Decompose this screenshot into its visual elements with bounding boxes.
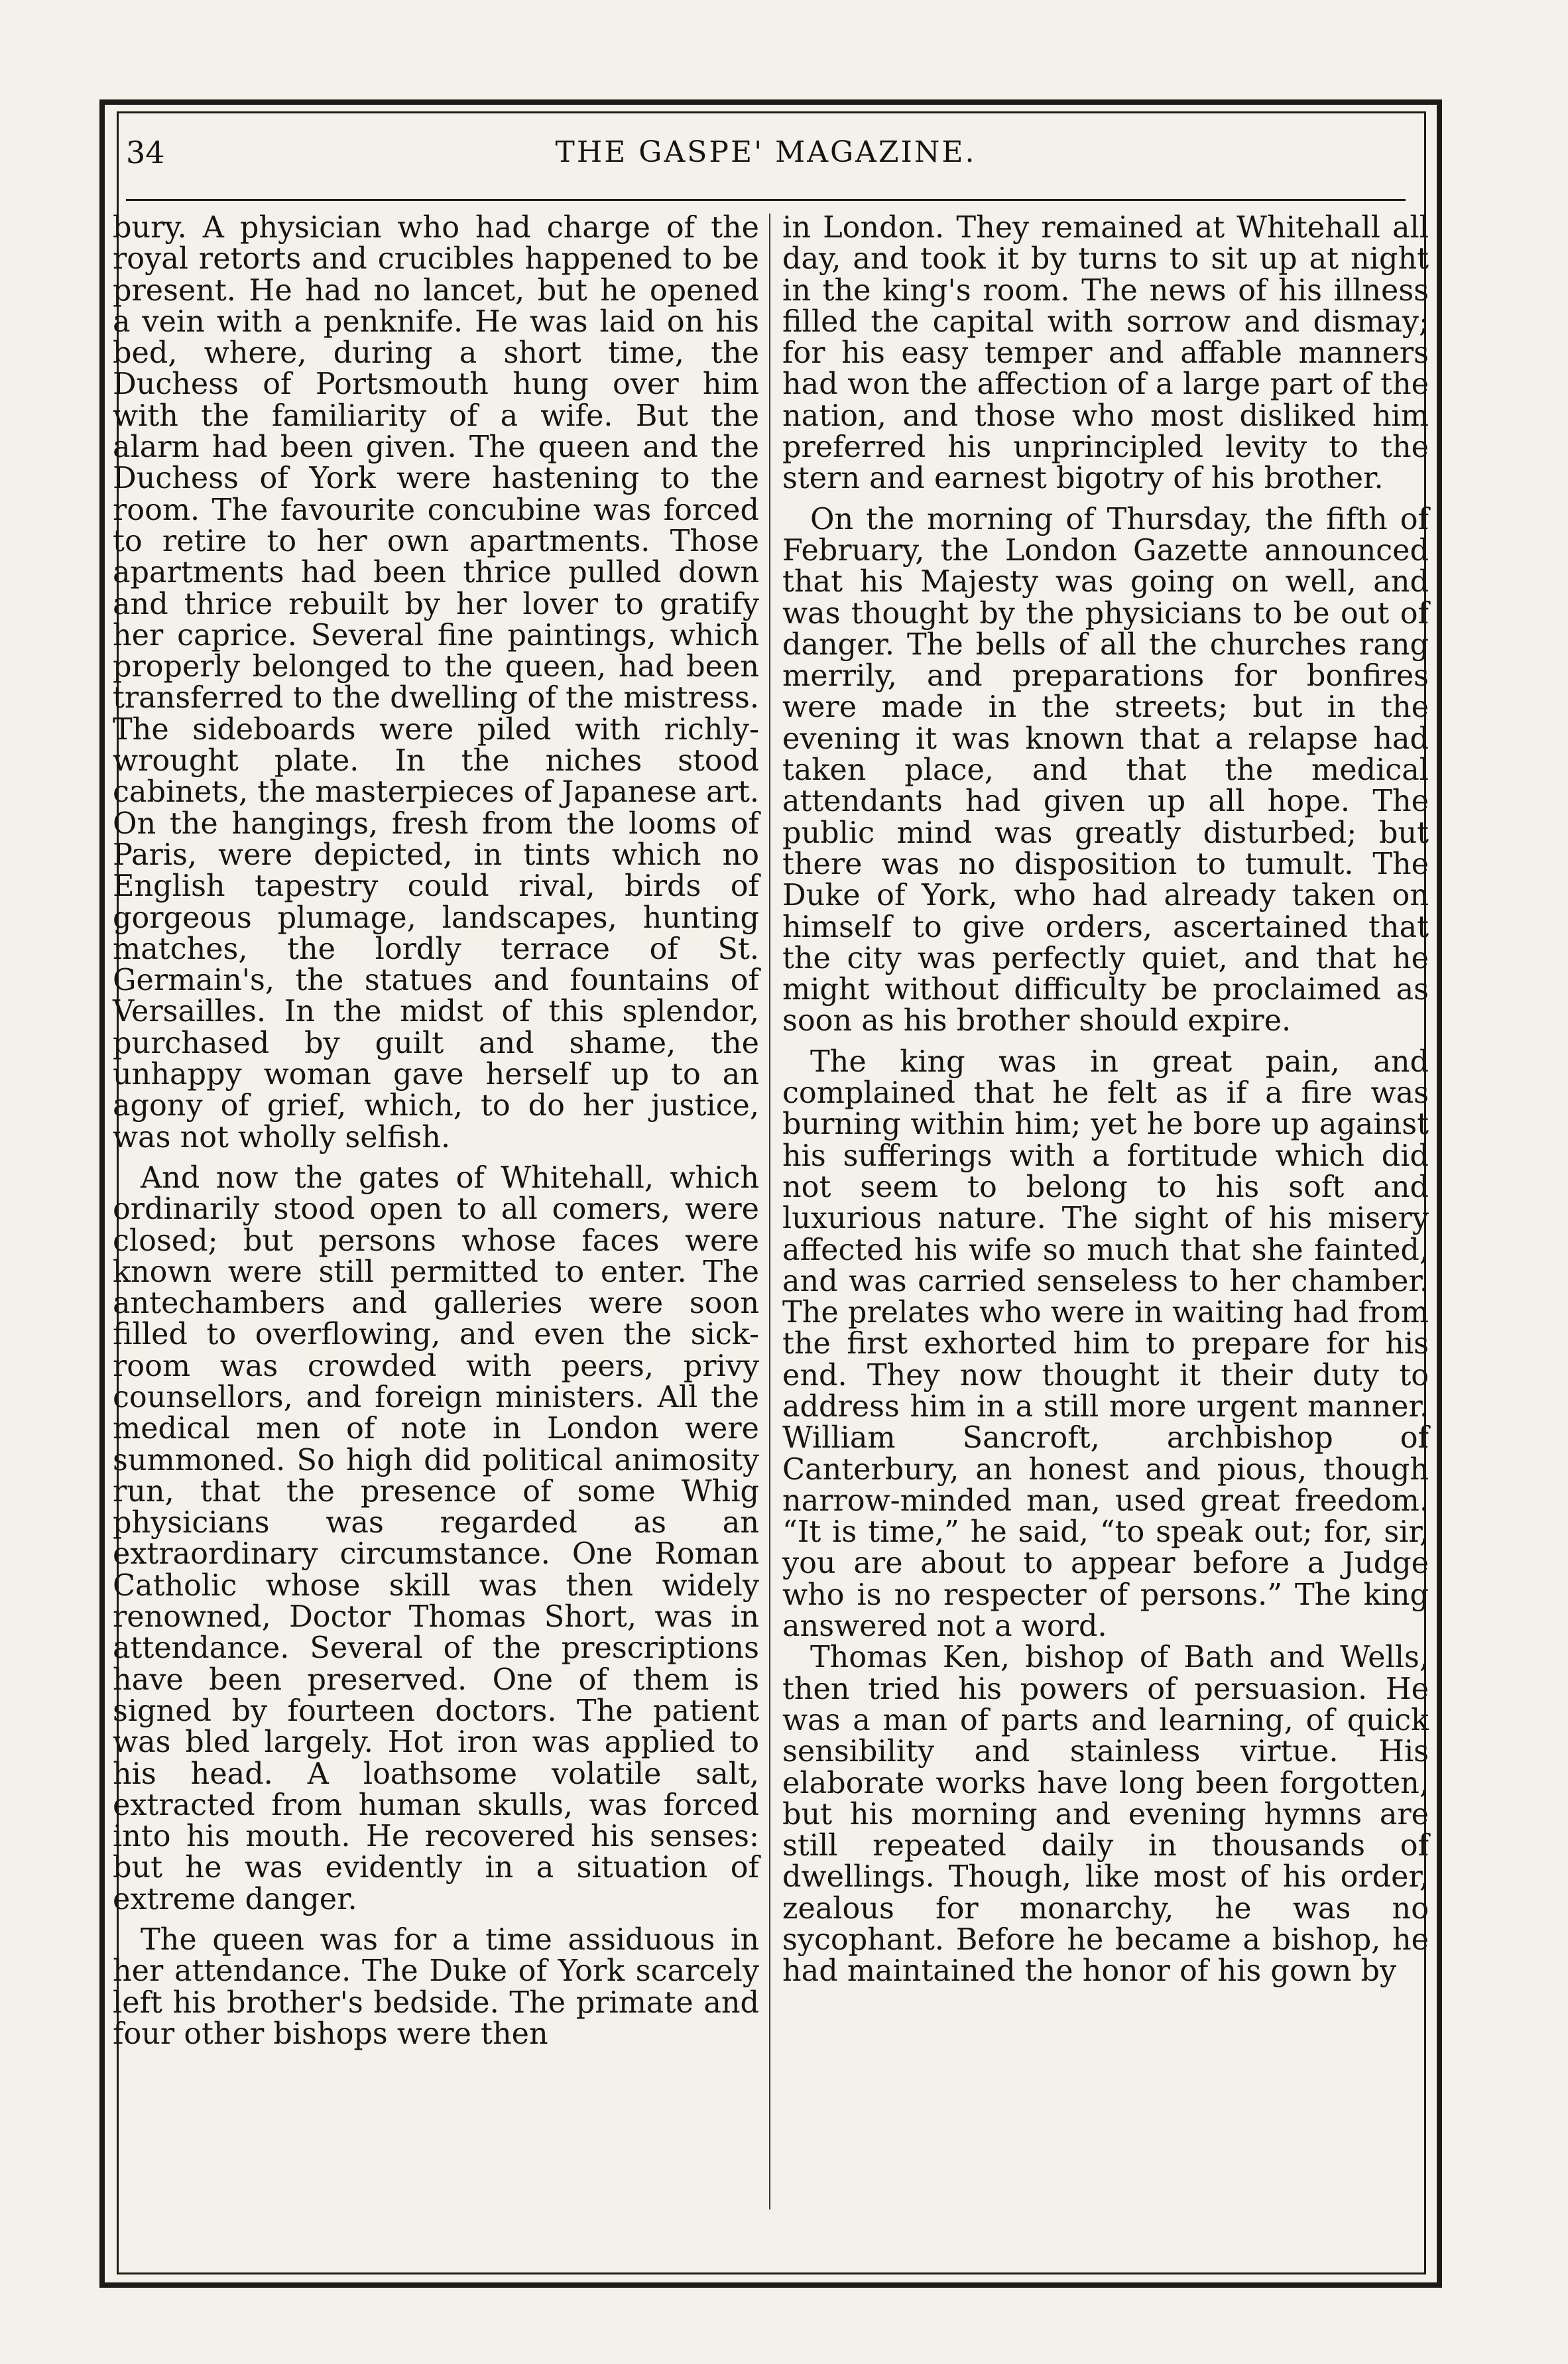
left-column [113, 212, 759, 2221]
column-divider [769, 214, 770, 2209]
right-column [782, 212, 1429, 2221]
header-rule [126, 199, 1406, 201]
paragraph: And now the gates of Whitehall, which ordinarily stood open to all comers, were closed; but persons whose faces were known were still permitted to enter. The antechambers and galleries were soon filled to overflowing, and even the sick-room was crowded with peers, privy counsellors, and foreign ministers. All the medical men of note in London were summoned. So high did political animosity run, that the presence of some Whig physicians was regarded as an extraordinary circumstance. One Roman Catholic whose skill was then widely renowned, Doctor Thomas Short, was in attendance. Several of the prescriptions have been preserved. One of them is signed by fourteen doctors. The patient was bled largely. Hot iron was applied to his head. A loathsome volatile salt, extracted from human skulls, was forced into his mouth. He recovered his senses: but he was evidently in a situation of extreme danger. [113, 1160, 759, 1916]
magazine-title: THE GASPE' MAGAZINE. [555, 135, 977, 169]
paragraph: On the morning of Thursday, the fifth of February, the London Gazette announced that his Majesty was going on well, and was thought by the physicians to be out of danger. The bells of all the churches rang merrily, and preparations for bonfires were made in the streets; but in the evening it was known that a relapse had taken place, and that the medical attendants had given up all hope. The public mind was greatly disturbed; but there was no disposition to tumult. The Duke of York, who had already taken on himself to give orders, ascertained that the city was perfectly quiet, and that he might without difficulty be proclaimed as soon as his brother should expire. [782, 502, 1429, 1038]
paragraph: The queen was for a time assiduous in her attendance. The Duke of York scarcely left his brother's bedside. The primate and four other bishops were then [113, 1923, 759, 2051]
paragraph: bury. A physician who had charge of the royal retorts and crucibles happened to be present. He had no lancet, but he opened a vein with a penknife. He was laid on his bed, where, during a short time, the Duchess of Portsmouth hung over him with the familiarity of a wife. But the alarm had been given. The queen and the Duchess of York were hastening to the room. The favourite concubine was forced to retire to her own apartments. Those apartments had been thrice pulled down and thrice rebuilt by her lover to gratify her caprice. Several fine paintings, which properly belonged to the queen, had been transferred to the dwelling of the mistress. The sideboards were piled with richly-wrought plate. In the niches stood cabinets, the masterpieces of Japanese art. On the hangings, fresh from the looms of Paris, were depicted, in tints which no English tapestry could rival, birds of gorgeous plumage, landscapes, hunting matches, the lordly terrace of St. Germain's, the statues and fountains of Versailles. In the midst of this splendor, purchased by guilt and shame, the unhappy woman gave herself up to an agony of grief, which, to do her justice, was not wholly selfish. [113, 211, 759, 1154]
paragraph: in London. They remained at Whitehall all day, and took it by turns to sit up at night in the king's room. The news of his illness filled the capital with sorrow and dismay; for his easy temper and affable manners had won the affection of a large part of the nation, and those who most disliked him preferred his unprincipled levity to the stern and earnest bigotry of his brother. [782, 211, 1429, 496]
page-number: 34 [126, 135, 165, 170]
running-head [126, 133, 1406, 186]
paragraph: Thomas Ken, bishop of Bath and Wells, then tried his powers of persuasion. He was a man of parts and learning, of quick sensibility and stainless virtue. His elaborate works have long been forgotten, but his morning and evening hymns are still repeated daily in thousands of dwellings. Though, like most of his order, zealous for monarchy, he was no sycophant. Before he became a bishop, he had maintained the honor of his gown by [782, 1641, 1429, 1989]
paragraph: The king was in great pain, and complained that he felt as if a fire was burning within him; yet he bore up against his sufferings with a fortitude which did not seem to belong to his soft and luxurious nature. The sight of his misery affected his wife so much that she fainted, and was carried senseless to her chamber. The prelates who were in waiting had from the first exhorted him to prepare for his end. They now thought it their duty to address him in a still more urgent manner. William Sancroft, archbishop of Canterbury, an honest and pious, though narrow-minded man, used great freedom. “It is time,” he said, “to speak out; for, sir, you are about to appear before a Judge who is no respecter of persons.” The king answered not a word. [782, 1044, 1429, 1644]
